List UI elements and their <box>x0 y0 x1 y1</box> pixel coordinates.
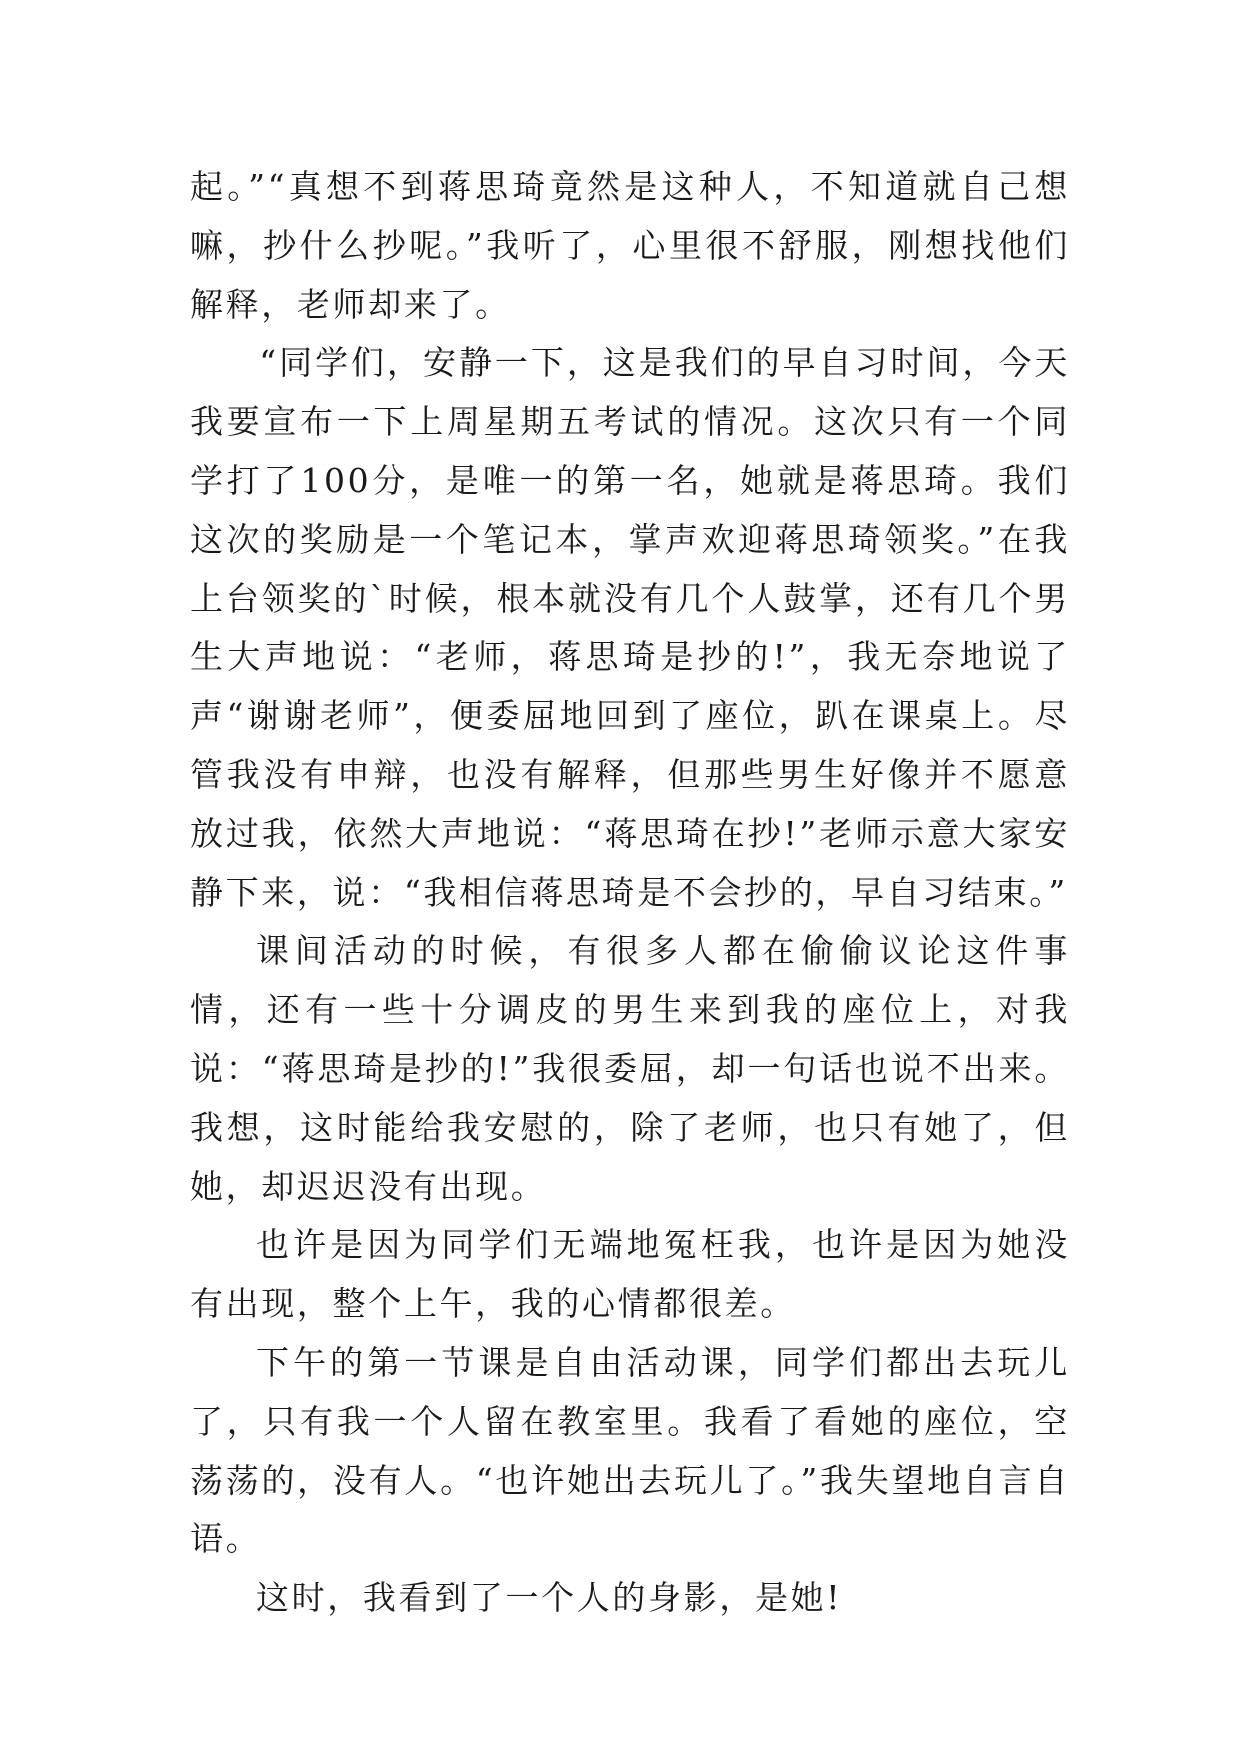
paragraph-4: 也许是因为同学们无端地冤枉我，也许是因为她没有出现，整个上午，我的心情都很差。 <box>190 1225 1070 1324</box>
paragraph-3: 课间活动的时候，有很多人都在偷偷议论这件事情，还有一些十分调皮的男生来到我的座位上，对我说：“蒋思琦是抄的!”我很委屈，却一句话也说不出来。我想，这时能给我安慰的，除了老师，也只有她了，但她，却迟迟没有出现。 <box>190 931 1070 1206</box>
paragraph-6: 这时，我看到了一个人的身影，是她! <box>256 1578 843 1618</box>
paragraph-1: 起。”“真想不到蒋思琦竟然是这种人，不知道就自己想嘛，抄什么抄呢。”我听了，心里很不舒服，刚想找他们解释，老师却来了。 <box>190 167 1070 324</box>
paragraph-2: “同学们，安静一下，这是我们的早自习时间，今天我要宣布一下上周星期五考试的情况。这次只有一个同学打了100分，是唯一的第一名，她就是蒋思琦。我们这次的奖励是一个笔记本，掌声欢迎蒋思琦领奖。”在我上台领奖的`时候，根本就没有几个人鼓掌，还有几个男生大声地说：“老师，蒋思琦是抄的!”，我无奈地说了声“谢谢老师”，便委屈地回到了座位，趴在课桌上。尽管我没有申辩，也没有解释，但那些男生好像并不愿意放过我，依然大声地说：“蒋思琦在抄!”老师示意大家安静下来，说：“我相信蒋思琦是不会抄的，早自习结束。” <box>190 343 1070 912</box>
body-text <box>190 158 1070 1628</box>
paragraph-5: 下午的第一节课是自由活动课，同学们都出去玩儿了，只有我一个人留在教室里。我看了看她的座位，空荡荡的，没有人。“也许她出去玩儿了。”我失望地自言自语。 <box>190 1342 1070 1559</box>
